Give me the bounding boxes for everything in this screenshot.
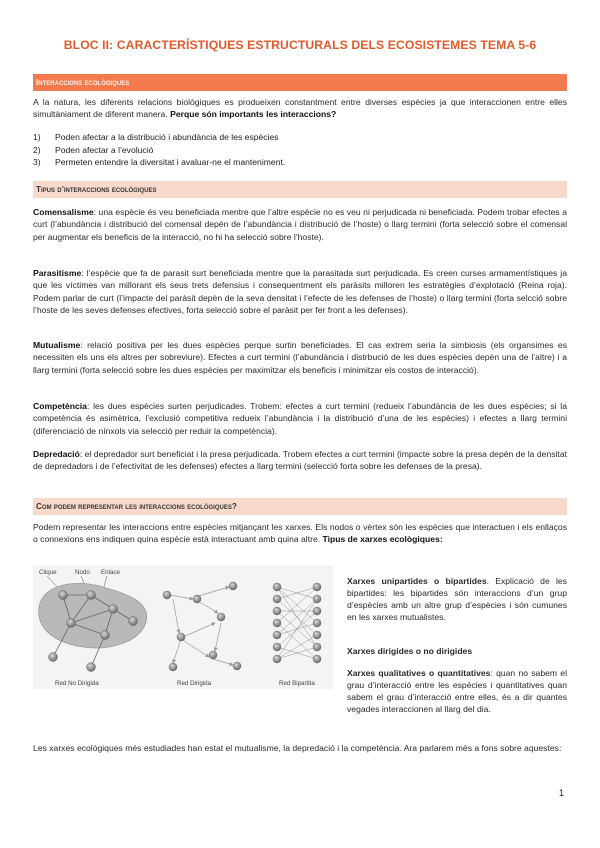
network-types-figure xyxy=(33,565,333,689)
importance-list xyxy=(33,131,285,169)
paragraph-parasitisme: Parasitisme: l’espècie que fa de parasit surt beneficiada mentre que la parasitada surt perjudicada. Es creen curses armamentístiques ja que les víctimes van millorant els seus trets defensius i consequentment els paràsits milloren les estratègies d’explotació (Reina roja). Podem parlar de curt (l’impacte del paràsit depèn de la seva densitat i l’efecte de les defenses de l’hoste) o llarg termini (forta selcció sobre l’hoste de les seves defenses efectives, forta selecció sobre el paràsit per fer front a les defenses). xyxy=(33,268,567,316)
caption-bipartite: Red Bipartita xyxy=(279,680,315,687)
label-node: Nodo xyxy=(75,569,90,576)
intro-paragraph: A la natura, les diferents relacions biològiques es produeixen constantment entre diverses espècies ja que interaccionen entre elles simultàniament de diferent manera. Perque són importants les interaccions? xyxy=(33,97,567,120)
document-title: BLOC II: CARACTERÍSTIQUES ESTRUCTURALS DELS ECOSISTEMES TEMA 5-6 xyxy=(63,38,537,52)
paragraph-mutualisme: Mutualisme: relació positiva per les dues espècies perque surtin beneficiades. El cas extrem seria la simbiosis (els organsimes es necessiten els uns els altres per sobreviure). Efectes a curt termini (l’abundància i distrbució de les dues espècies depèn una de l’altre) i a llarg termini (forta selecció sobre les dues espècies per maximitzar els beneficis i minimitzar els costos de interacció). xyxy=(33,340,567,375)
section-heading-interaccions: Interaccions ecològiques xyxy=(33,74,567,91)
paragraph-depredacio: Depredació: el depredador surt beneficiat i la presa perjudicada. Trobem efectes a curt termini (impacte sobre la presa depèn de la densitat de depredadors i de l’efectivitat de les defenses) efectes a llarg termini (selecció forta sobre les defenses de la presa). xyxy=(33,449,567,472)
label-link: Enlace xyxy=(101,569,120,576)
list-item: 2) Poden afectar a l’evolució xyxy=(33,144,154,155)
caption-undirected: Red No Dirigida xyxy=(55,680,99,687)
paragraph-competencia: Competència: les dues espècies surten perjudicades. Trobem: efectes a curt termini (redueix l’abundància de les dues espècies; si la competència és asimètrica, l’exclusió competitiva redueix l’abundància i la distribució d’una de les espècies) i efectes a llarg termini (diferenciació de nínxols via selecció per reduir la competència). xyxy=(33,401,567,436)
closing-paragraph: Les xarxes ecològiques més estudiades han estat el mutualisme, la depredació i la competència. Ara parlarem més a fons sobre aquestes: xyxy=(33,743,562,753)
side-text-qualitatives: Xarxes qualitatives o quantitatives: quan no sabem el grau d’interacció entre les espècies i quantitatives quan sabem el grau d’interacció entre elles, és a dir quantes vegades interaccionen al llarg del dia. xyxy=(347,668,567,714)
list-item: 3) Permeten entendre la diversitat i avaluar-ne el manteniment. xyxy=(33,157,286,168)
side-text-unipartides: Xarxes unipartides o bipartides. Explicació de les bipartides: les bipartides són interaccions d’un grup d’espècies amb un altre grup d’espècies i són cumunes en les xarxes mutualistes. xyxy=(347,576,567,622)
page-number: 1 xyxy=(558,788,564,798)
paragraph-comensalisme: Comensalisme: una espècie és veu beneficiada mentre que l’altre espècie no es veu ni perjudicada ni beneficiada. Podem trobar efectes a curt (l’abundància i distribució del comensal depèn de l’abundància i distribució de l’hoste) o llarg termini (forta selecció sobre el comensal per augmentar els beneficis de la interacció, no hi ha selecció sobre l’hoste). xyxy=(33,207,567,242)
side-text-dirigides: Xarxes dirigides o no dirigides xyxy=(347,646,473,656)
section-heading-representar: Com podem representar les interaccions ecològiques? xyxy=(33,498,567,515)
section-heading-tipus: Tipus d’interaccions ecològiques xyxy=(33,181,567,198)
networks-intro: Podem representar les interaccions entre espècies mitjançant les xarxes. Els nodos o vèrtex són les espècies que interactuen i els enllaços o connexions ens indiquen quina espècie està interactuant amb quina altre. Tipus de xarxes ecològiques: xyxy=(33,522,567,545)
caption-directed: Red Dirigida xyxy=(177,680,212,687)
list-item: 1) Poden afectar a la distribució i abundància de les espècies xyxy=(33,132,279,142)
label-clique: Clique xyxy=(39,569,57,576)
